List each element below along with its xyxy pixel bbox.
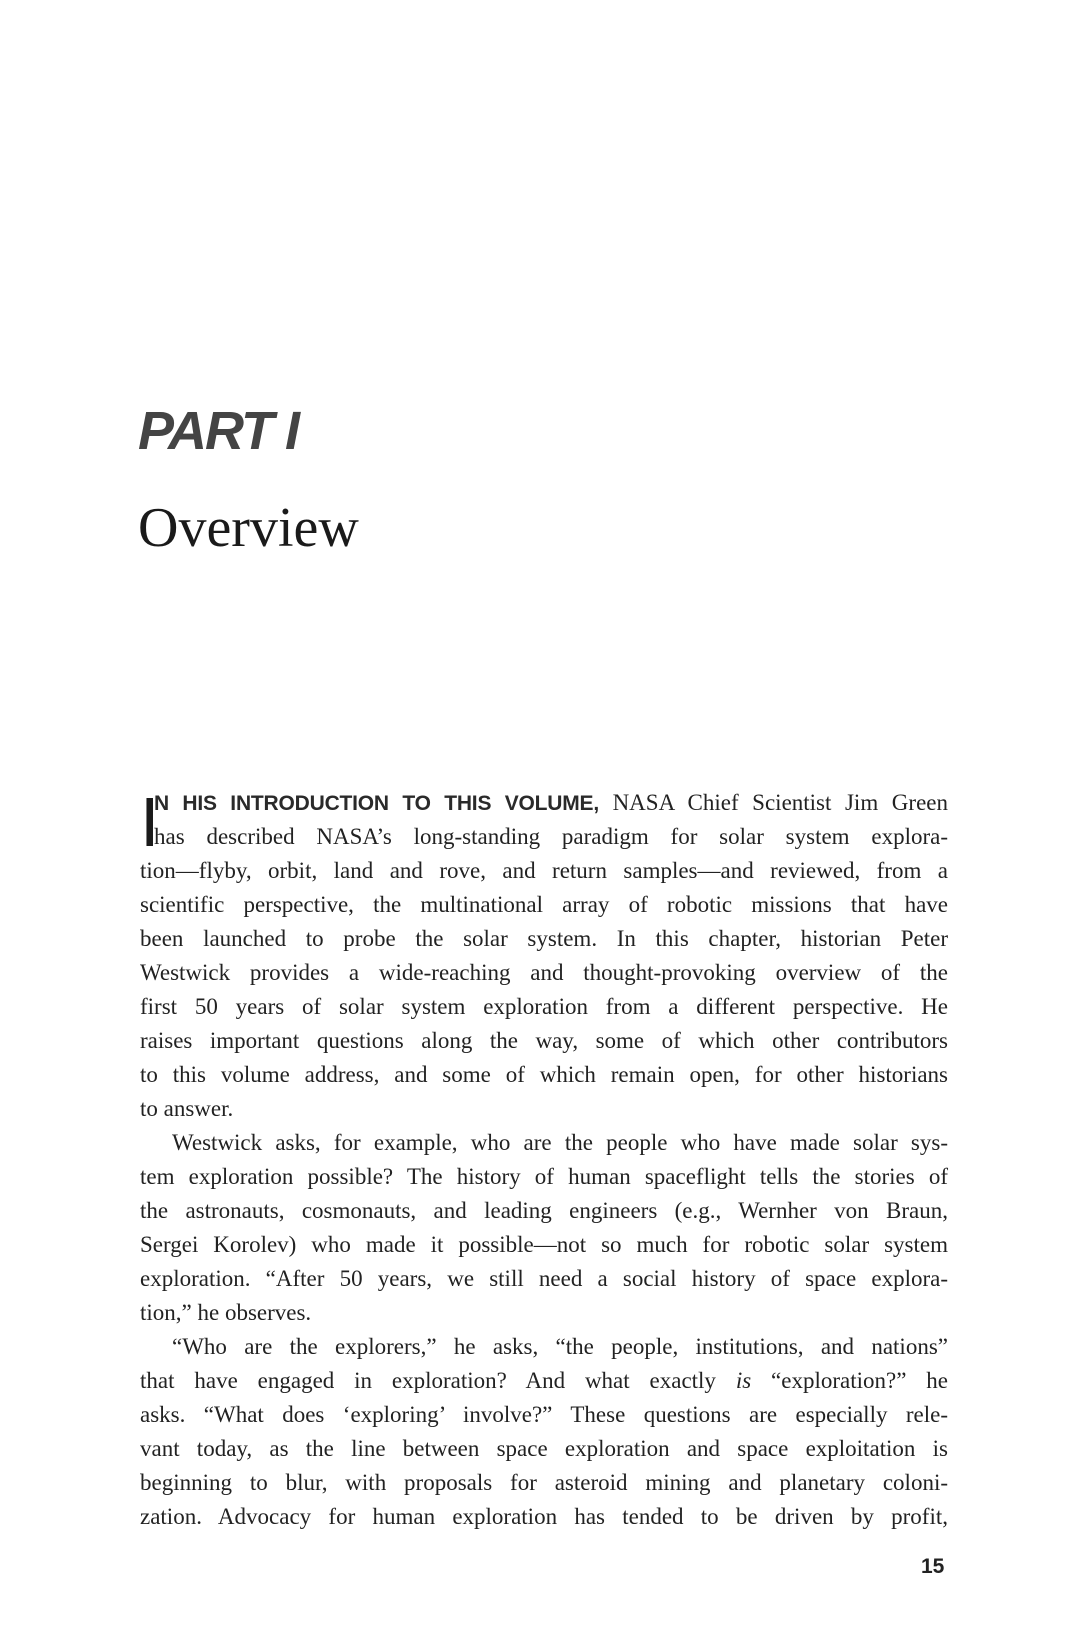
lead-in: N HIS INTRODUCTION TO THIS VOLUME, — [154, 792, 599, 815]
text-line: the astronauts, cosmonauts, and leading engineers (e.g., Wernher von Braun, — [140, 1198, 948, 1223]
text-line: Sergei Korolev) who made it possible—not so much for robotic solar system — [140, 1232, 948, 1257]
drop-cap: I — [140, 783, 160, 861]
paragraph-1 — [140, 783, 948, 861]
text-line: beginning to blur, with proposals for asteroid mining and planetary coloni- — [140, 1470, 948, 1495]
page-number: 15 — [921, 1555, 945, 1578]
text-line: raises important questions along the way, some of which other contributors — [140, 1028, 948, 1053]
body-text — [140, 783, 948, 1534]
text-line: Westwick asks, for example, who are the people who have made solar sys- — [172, 1130, 948, 1155]
text-line: first 50 years of solar system exploration from a different perspective. He — [140, 994, 948, 1019]
part-title: Overview — [138, 497, 359, 559]
text-line: has described NASA’s long-standing paradigm for solar system explora- — [154, 824, 948, 849]
text-line — [140, 1364, 948, 1398]
text-line: tem exploration possible? The history of human spaceflight tells the stories of — [140, 1164, 948, 1189]
text-line: exploration. “After 50 years, we still need a social history of space explora- — [140, 1266, 948, 1291]
text-line: “Who are the explorers,” he asks, “the people, institutions, and nations” — [172, 1334, 948, 1359]
text-line: to answer. — [140, 1096, 234, 1121]
text-fragment: that have engaged in exploration? And what exactly — [140, 1368, 736, 1393]
text-line: zation. Advocacy for human exploration has tended to be driven by profit, — [140, 1504, 948, 1529]
text-line: tion,” he observes. — [140, 1300, 312, 1325]
text-line: Westwick provides a wide-reaching and thought-provoking overview of the — [140, 960, 948, 985]
text-line — [140, 786, 948, 820]
text-line: vant today, as the line between space exploration and space exploitation is — [140, 1436, 948, 1461]
text-line: been launched to probe the solar system. In this chapter, historian Peter — [140, 926, 948, 951]
text-fragment: NASA Chief Scientist Jim Green — [598, 790, 948, 815]
text-line: tion—flyby, orbit, land and rove, and return samples—and reviewed, from a — [140, 858, 948, 883]
emphasis: is — [735, 1368, 752, 1393]
text-line: to this volume address, and some of which remain open, for other historians — [140, 1062, 948, 1087]
part-label: PART I — [138, 401, 299, 461]
text-line: scientific perspective, the multinational array of robotic missions that have — [140, 892, 948, 917]
text-line: asks. “What does ‘exploring’ involve?” These questions are especially rele- — [140, 1402, 948, 1427]
text-fragment: “exploration?” he — [751, 1368, 948, 1393]
